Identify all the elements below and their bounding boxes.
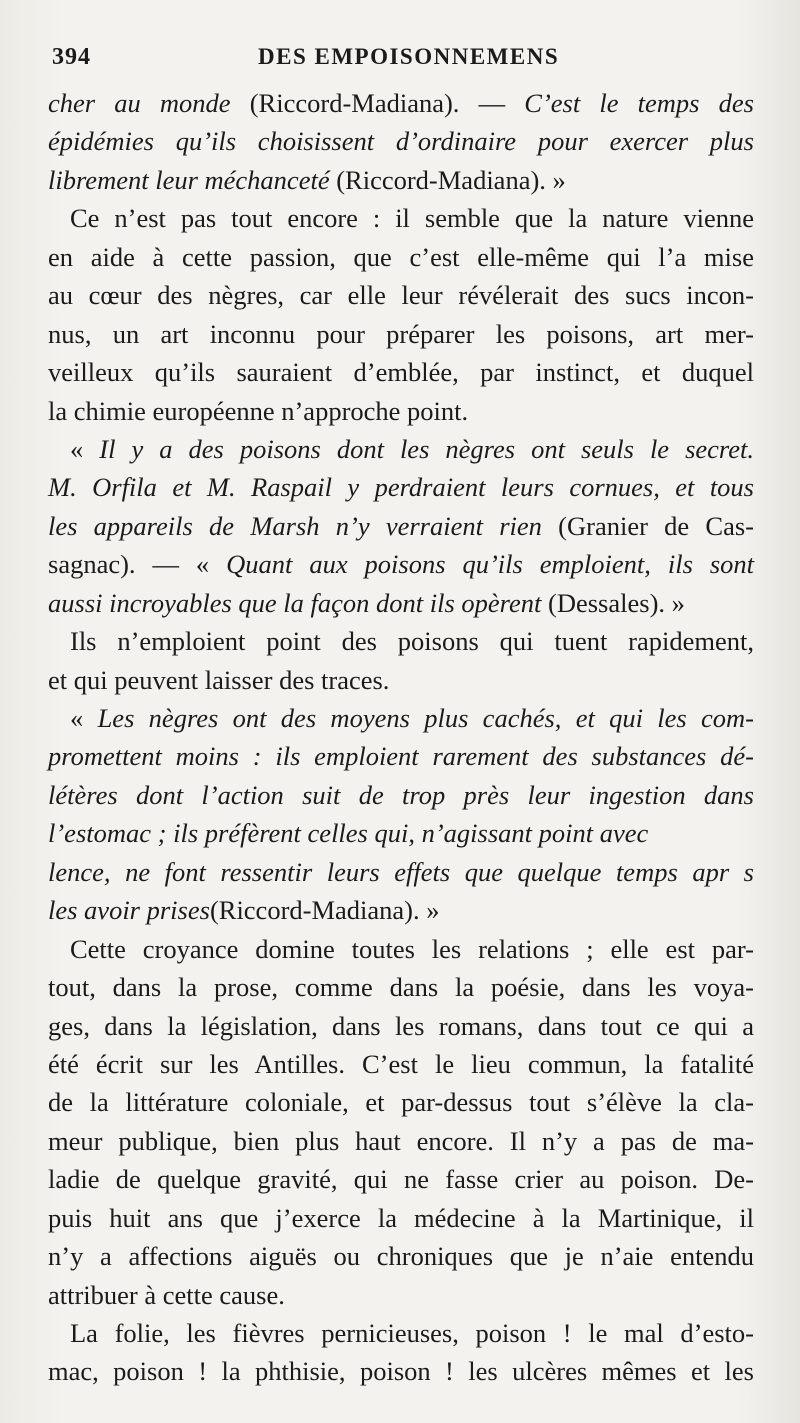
running-head: DES EMPOISONNEMENS bbox=[258, 44, 560, 69]
text-line: Cette croyance domine toutes les relations ; elle est par- bbox=[70, 933, 754, 964]
page-number: 394 bbox=[52, 44, 91, 70]
text-line: librement leur méchanceté (Riccord-Madiana). » bbox=[48, 164, 566, 195]
text-line: létères dont l’action suit de trop près leur ingestion dans bbox=[48, 779, 754, 810]
text-line: meur publique, bien plus haut encore. Il n’y a pas de ma- bbox=[48, 1125, 754, 1156]
text-line: Ce n’est pas tout encore : il semble que la nature vienne bbox=[70, 203, 754, 234]
text-line: tout, dans la prose, comme dans la poésie, dans les voya- bbox=[48, 972, 754, 1003]
text-line: attribuer à cette cause. bbox=[48, 1279, 285, 1310]
text-line: veilleux qu’ils sauraient d’emblée, par instinct, et duquel bbox=[48, 357, 754, 388]
text-line: puis huit ans que j’exerce la médecine à la Martinique, il bbox=[48, 1202, 754, 1233]
text-line: Ils n’emploient point des poisons qui tuent rapidement, bbox=[70, 626, 754, 657]
body-text bbox=[48, 84, 754, 1391]
text-line: la chimie européenne n’approche point. bbox=[48, 395, 469, 426]
text-line: promettent moins : ils emploient rarement des substances dé- bbox=[48, 741, 754, 772]
text-line: aussi incroyables que la façon dont ils opèrent (Dessales). » bbox=[48, 587, 685, 618]
text-line: et qui peuvent laisser des traces. bbox=[48, 664, 390, 695]
text-line: « Les nègres ont des moyens plus cachés, et qui les com- bbox=[70, 703, 755, 733]
text-line: cher au monde (Riccord-Madiana). — C’est le temps des bbox=[48, 88, 754, 118]
text-line: l’estomac ; ils préfèrent celles qui, n’agissant point avec bbox=[48, 818, 649, 849]
text-line: les appareils de Marsh n’y verraient rien (Granier de Cas- bbox=[48, 510, 754, 541]
text-line: les avoir prises(Riccord-Madiana). » bbox=[48, 895, 440, 926]
page-header bbox=[48, 40, 752, 74]
text-line: nus, un art inconnu pour préparer les poisons, art mer- bbox=[48, 318, 754, 349]
text-line: mac, poison ! la phthisie, poison ! les ulcères mêmes et les bbox=[48, 1356, 754, 1387]
text-line: lence, ne font ressentir leurs effets que quelque temps apr s bbox=[48, 856, 754, 887]
text-line: sagnac). — « Quant aux poisons qu’ils emploient, ils sont bbox=[48, 549, 754, 580]
text-line: ladie de quelque gravité, qui ne fasse crier au poison. De- bbox=[48, 1164, 754, 1195]
text-line: M. Orfila et M. Raspail y perdraient leurs cornues, et tous bbox=[48, 472, 754, 503]
text-line: La folie, les fièvres pernicieuses, poison ! le mal d’esto- bbox=[70, 1318, 754, 1348]
text-line: de la littérature coloniale, et par-dessus tout s’élève la cla- bbox=[48, 1087, 754, 1118]
text-line: épidémies qu’ils choisissent d’ordinaire pour exercer plus bbox=[48, 126, 754, 157]
text-line: été écrit sur les Antilles. C’est le lieu commun, la fatalité bbox=[48, 1048, 754, 1079]
text-line: n’y a affections aiguës ou chroniques que je n’aie entendu bbox=[48, 1241, 754, 1272]
text-line: en aide à cette passion, que c’est elle-même qui l’a mise bbox=[48, 241, 754, 272]
text-line: ges, dans la législation, dans les romans, dans tout ce qui a bbox=[48, 1010, 754, 1041]
text-line: « Il y a des poisons dont les nègres ont seuls le secret. bbox=[70, 433, 754, 464]
text-line: au cœur des nègres, car elle leur révélerait des sucs incon- bbox=[48, 280, 754, 311]
